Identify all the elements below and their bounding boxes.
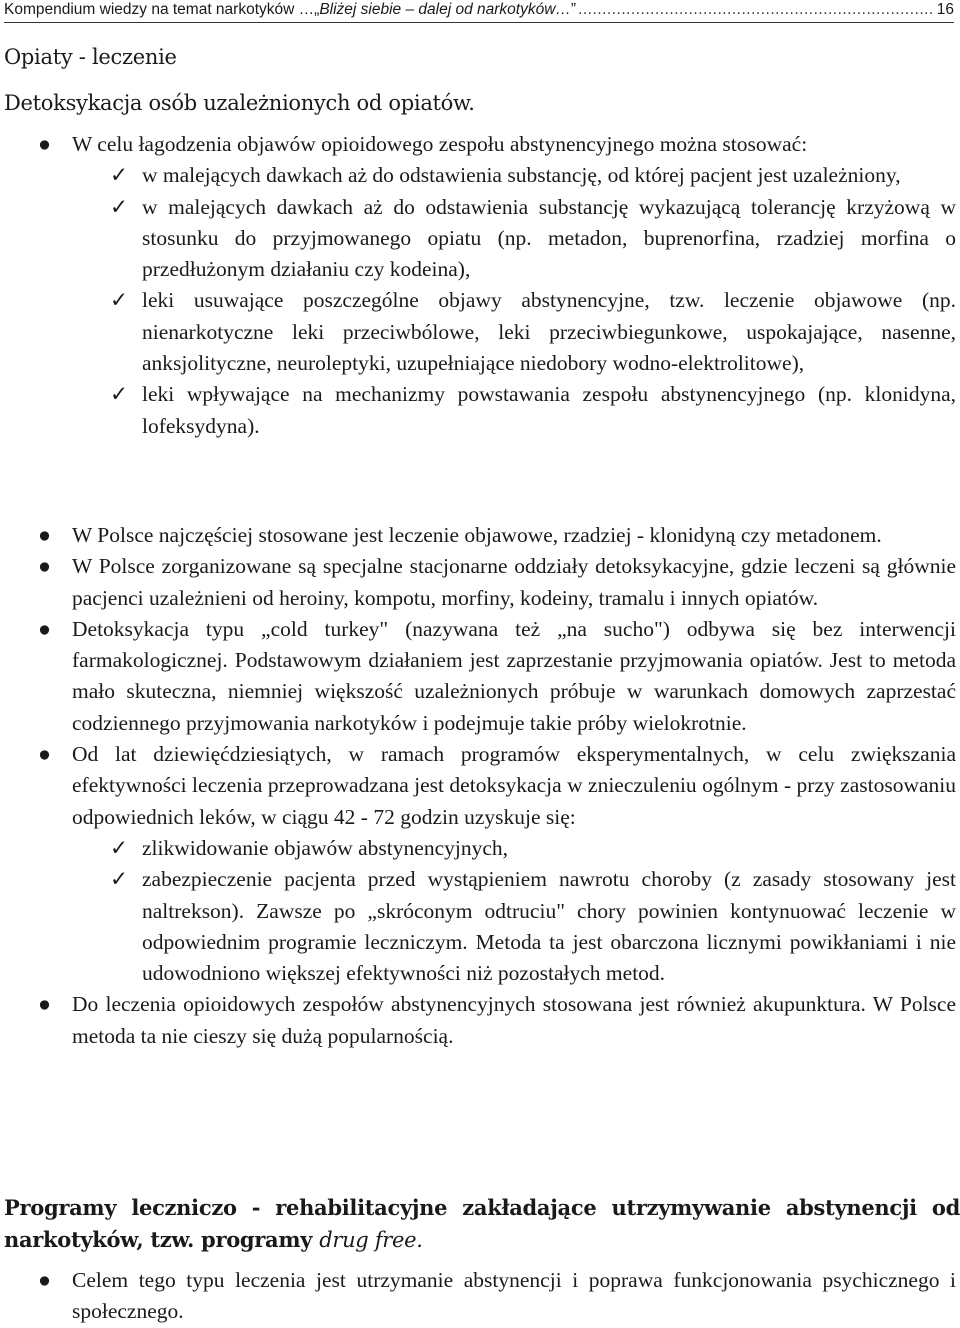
checkmark-icon: ✓ xyxy=(110,835,129,860)
checkmark-icon: ✓ xyxy=(110,382,129,407)
page-number: 16 xyxy=(936,1,954,18)
section-subtitle: Detoksykacja osób uzależnionych od opiatów. xyxy=(4,91,475,115)
list-item xyxy=(0,129,960,160)
bullet-icon: ● xyxy=(38,616,51,641)
list-item xyxy=(0,551,960,614)
list-item xyxy=(0,739,960,833)
list-item xyxy=(0,1265,960,1328)
check-item xyxy=(0,160,960,191)
list-item-text: W celu łagodzenia objawów opioidowego zespołu abstynencyjnego można stosować: xyxy=(72,132,808,156)
bullet-icon: ● xyxy=(38,992,51,1017)
list-item-text: Od lat dziewięćdziesiątych, w ramach programów eksperymentalnych, w celu zwiększania efektywności leczenia przeprowadzana jest detoksykacja w znieczuleniu ogólnym - przy zastosowaniu odpowiednich leków, w ciągu 42 - 72 godzin uzyskuje się: xyxy=(72,742,956,829)
checkmark-icon: ✓ xyxy=(110,194,129,219)
check-item xyxy=(0,833,960,864)
check-item-text: w malejących dawkach aż do odstawienia substancję wykazującą tolerancję krzyżową w stosunku do przyjmowanego opiatu (np. metadon, buprenorfina, rzadziej morfina o przedłużonym działaniu czy kodeina), xyxy=(142,194,956,282)
detox-list-continued xyxy=(0,520,960,1052)
list-item xyxy=(0,614,960,739)
programs-list xyxy=(0,1265,960,1328)
list-item xyxy=(0,989,960,1052)
list-item-text: Detoksykacja typu „cold turkey" (nazywana też „na sucho") odbywa się bez interwencji farmakologicznej. Podstawowym działaniem jest zaprzestanie przyjmowania opiatów. Jest to metoda mało skuteczna, niemniej większość uzależnionych próbuje w warunkach domowych zaprzestać codziennego przyjmowania narkotyków i podejmuje takie próby wielokrotnie. xyxy=(72,616,956,735)
list-item-text: Celem tego typu leczenia jest utrzymanie abstynencji i poprawa funkcjonowania psychicznego i społecznego. xyxy=(72,1268,956,1324)
bullet-icon: ● xyxy=(38,742,51,767)
check-item-text: w malejących dawkach aż do odstawienia substancję, od której pacjent jest uzależniony, xyxy=(142,163,901,188)
check-item-text: leki wpływające na mechanizmy powstawania zespołu abstynencyjnego (np. klonidyna, lofeksydyna). xyxy=(142,382,956,438)
bullet-icon: ● xyxy=(38,523,51,547)
bullet-icon: ● xyxy=(38,132,51,156)
list-item-text: W Polsce zorganizowane są specjalne stacjonarne oddziały detoksykacyjne, gdzie leczeni są głównie pacjenci uzależnieni od heroiny, kompotu, morfiny, kodeiny, tramalu i innych opiatów. xyxy=(72,554,956,610)
page-header xyxy=(4,0,954,23)
check-item xyxy=(0,285,960,379)
header-leader-dots xyxy=(578,1,935,19)
check-item xyxy=(0,864,960,989)
bullet-icon: ● xyxy=(38,1268,51,1292)
programs-heading-text: Programy leczniczo - rehabilitacyjne zakładające utrzymywanie abstynencji od narkotyków, tzw. programy xyxy=(4,1195,960,1252)
list-item-text: Do leczenia opioidowych zespołów abstynencyjnych stosowana jest również akupunktura. W Polsce metoda ta nie cieszy się dużą popularnością. xyxy=(72,992,956,1048)
check-item xyxy=(0,379,960,442)
detox-list xyxy=(0,129,960,442)
check-item-text: leki usuwające poszczególne objawy abstynencyjne, tzw. leczenie objawowe (np. nienarkotyczne leki przeciwbólowe, leki przeciwbiegunkowe, uspokajające, nasenne, anksjolityczne, neuroleptyki, uzupełniające niedobory wodno-elektrolitowe), xyxy=(142,288,956,376)
check-item-text: zabezpieczenie pacjenta przed wystąpieniem nawrotu choroby (z zasady stosowany jest naltrekson). Zawsze po „skróconym odtruciu" chory powinien kontynuować leczenie w odpowiednim programie leczniczym. Metoda ta jest obarczona licznymi powikłaniami i nie udowodniono większej efektywności niż pozostałych metod. xyxy=(142,867,956,986)
header-italic: Bliżej siebie – dalej od narkotyków… xyxy=(319,1,571,18)
section-title: Opiaty - leczenie xyxy=(4,45,177,69)
check-item-text: zlikwidowanie objawów abstynencyjnych, xyxy=(142,835,509,860)
header-left: Kompendium wiedzy na temat narkotyków …„ xyxy=(4,1,320,18)
checkmark-icon: ✓ xyxy=(110,163,129,188)
list-item-text: W Polsce najczęściej stosowane jest leczenie objawowe, rzadziej - klonidyną czy metadonem. xyxy=(72,523,882,547)
checkmark-icon: ✓ xyxy=(110,867,129,892)
programs-heading-italic: drug free. xyxy=(319,1228,423,1252)
list-item xyxy=(0,520,960,551)
programs-heading xyxy=(4,1192,960,1256)
check-item xyxy=(0,192,960,286)
bullet-icon: ● xyxy=(38,554,51,579)
checkmark-icon: ✓ xyxy=(110,288,129,313)
header-tail: ” xyxy=(570,1,577,18)
